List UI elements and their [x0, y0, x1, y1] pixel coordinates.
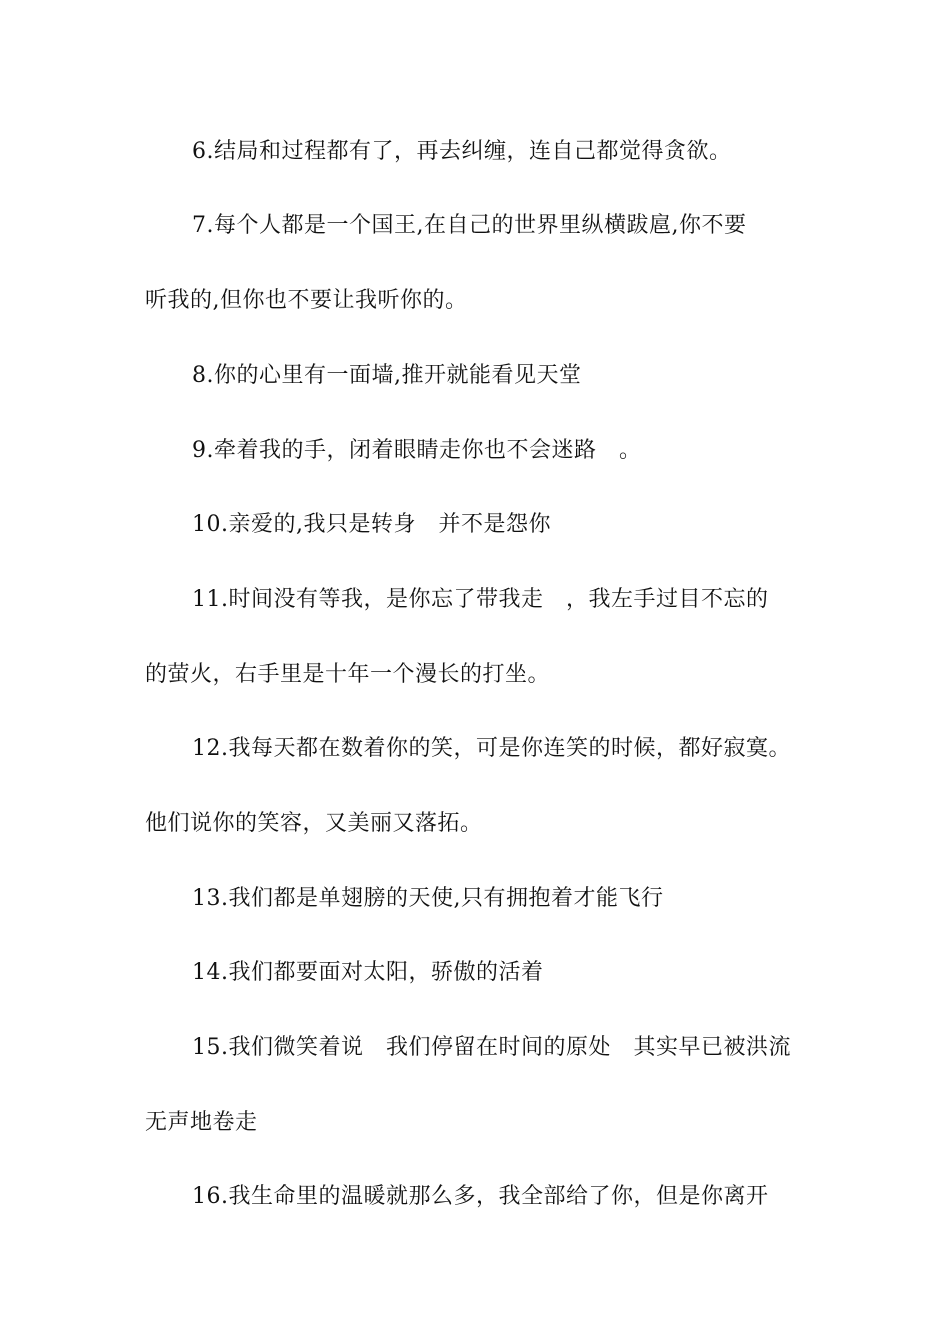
paragraph-line-6: 6.结局和过程都有了，再去纠缠，连自己都觉得贪欲。: [192, 139, 732, 164]
paragraph-line-11-cont: 的萤火，右手里是十年一个漫长的打坐。: [145, 662, 551, 687]
paragraph-line-14: 14.我们都要面对太阳，骄傲的活着: [192, 960, 544, 985]
paragraph-line-12: 12.我每天都在数着你的笑，可是你连笑的时候，都好寂寞。: [192, 736, 791, 761]
paragraph-line-7-cont: 听我的,但你也不要让我听你的。: [145, 288, 468, 313]
paragraph-line-15-cont: 无声地卷走: [145, 1110, 258, 1135]
paragraph-line-11: 11.时间没有等我，是你忘了带我走 ，我左手过目不忘的: [192, 587, 769, 612]
paragraph-line-15: 15.我们微笑着说 我们停留在时间的原处 其实早已被洪流: [192, 1035, 791, 1060]
paragraph-line-12-cont: 他们说你的笑容，又美丽又落拓。: [145, 811, 483, 836]
paragraph-line-7: 7.每个人都是一个国王,在自己的世界里纵横跋扈,你不要: [192, 213, 747, 238]
paragraph-line-13: 13.我们都是单翅膀的天使,只有拥抱着才能飞行: [192, 886, 664, 911]
paragraph-line-8: 8.你的心里有一面墙,推开就能看见天堂: [192, 363, 582, 388]
paragraph-line-9: 9.牵着我的手，闭着眼睛走你也不会迷路 。: [192, 438, 642, 463]
paragraph-line-16: 16.我生命里的温暖就那么多，我全部给了你，但是你离开: [192, 1184, 769, 1209]
paragraph-line-10: 10.亲爱的,我只是转身 并不是怨你: [192, 512, 551, 537]
